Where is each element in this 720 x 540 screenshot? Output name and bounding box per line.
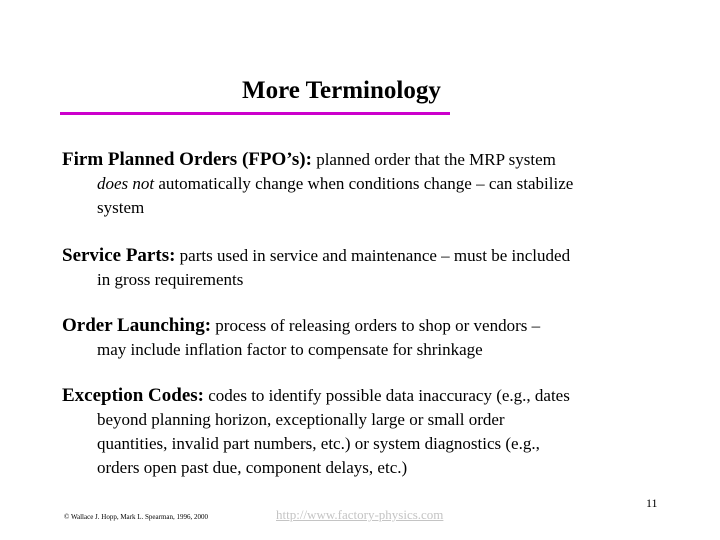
definition-line: in gross requirements <box>97 270 244 289</box>
term-label: Service Parts: <box>62 245 176 266</box>
definition-first-line <box>62 244 662 268</box>
definition-text: codes to identify possible data inaccuracy (e.g., dates <box>208 386 570 405</box>
definition-exception-codes <box>62 384 662 480</box>
definition-first-line <box>62 384 662 408</box>
definition-text: process of releasing orders to shop or vendors – <box>215 316 541 335</box>
definition-line: system <box>97 198 145 217</box>
definition-text: parts used in service and maintenance – must be included <box>179 246 571 265</box>
definition-text: planned order that the MRP system <box>316 150 556 169</box>
page-number: 11 <box>646 496 658 510</box>
term-label: Exception Codes: <box>62 385 204 406</box>
term-label: Order Launching: <box>62 315 212 336</box>
definition-first-line <box>62 314 662 338</box>
definition-firm-planned-orders <box>62 148 662 220</box>
definition-text: automatically change when conditions change – can stabilize <box>158 174 574 193</box>
term-label: Firm Planned Orders (FPO’s): <box>62 149 312 170</box>
definition-order-launching <box>62 314 662 362</box>
definition-line: beyond planning horizon, exceptionally large or small order <box>97 410 505 429</box>
slide-title: More Terminology <box>242 77 441 104</box>
definition-line: quantities, invalid part numbers, etc.) or system diagnostics (e.g., <box>97 434 540 453</box>
copyright-notice: © Wallace J. Hopp, Mark L. Spearman, 1996, 2000 <box>64 513 209 521</box>
definition-emphasis: does not <box>97 174 155 193</box>
definition-service-parts <box>62 244 662 292</box>
definition-line: may include inflation factor to compensate for shrinkage <box>97 340 483 359</box>
website-link[interactable]: http://www.factory-physics.com <box>276 507 444 522</box>
definition-line <box>62 172 662 196</box>
title-underline <box>60 112 450 115</box>
definition-first-line <box>62 148 662 172</box>
definition-line: orders open past due, component delays, etc.) <box>97 458 408 477</box>
